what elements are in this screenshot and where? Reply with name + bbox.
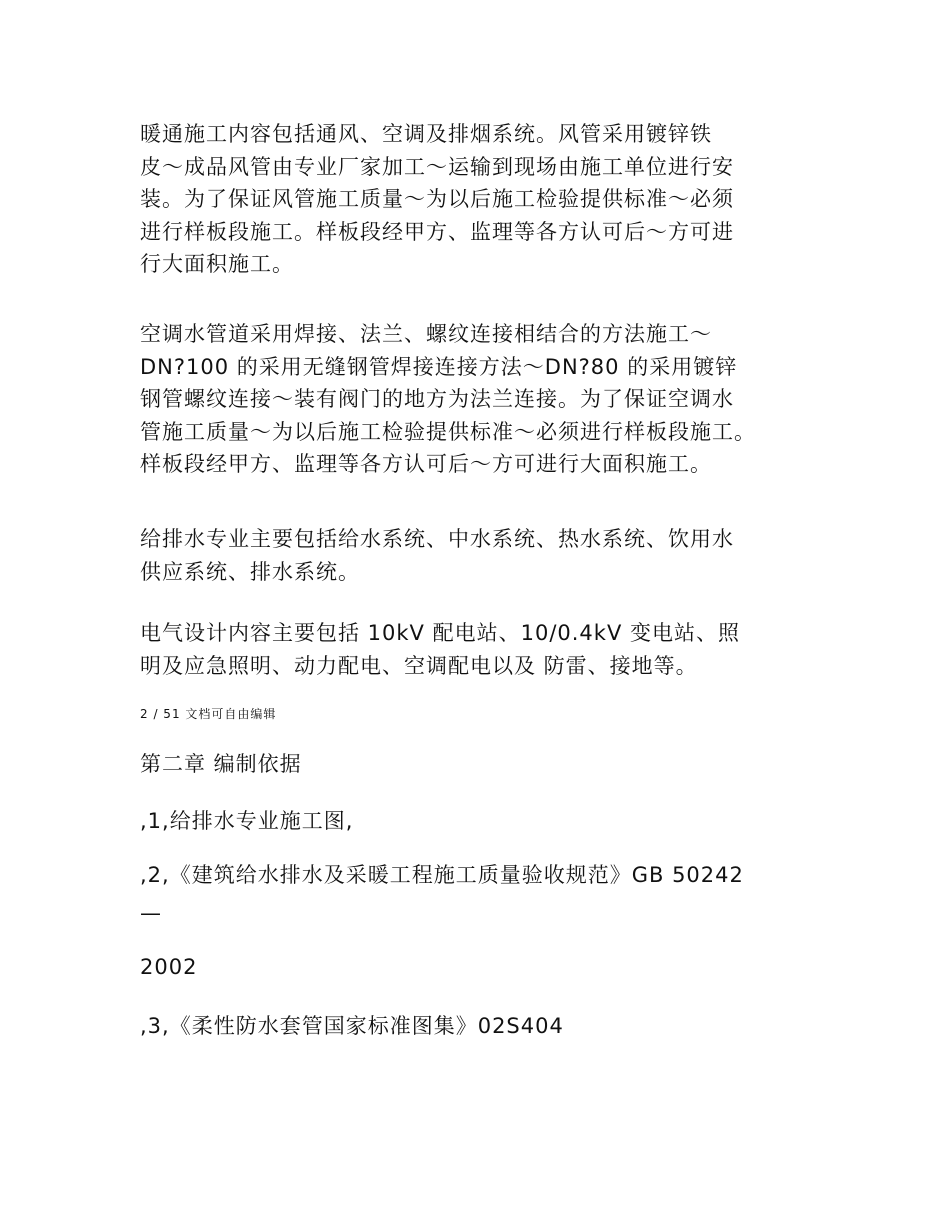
paragraph-line: 明及应急照明、动力配电、空调配电以及 防雷、接地等。 [140, 653, 698, 678]
paragraph-hvac [140, 118, 820, 281]
reference-item: ,1,给排水专业施工图, [140, 809, 354, 833]
chapter-title: 第二章 编制依据 [140, 752, 302, 776]
paragraph-ac-water-pipe [140, 318, 820, 481]
reference-item-continuation: 2002 [140, 955, 198, 979]
reference-item: ,3,《柔性防水套管国家标准图集》02S404 [140, 1014, 564, 1038]
paragraph-line: 暖通施工内容包括通风、空调及排烟系统。风管采用镀锌铁 [140, 122, 712, 146]
reference-item-continuation: — [140, 901, 162, 925]
paragraph-line: 钢管螺纹连接～装有阀门的地方为法兰连接。为了保证空调水 [140, 387, 734, 411]
paragraph-line: 电气设计内容主要包括 10kV 配电站、10/0.4kV 变电站、照 [140, 621, 740, 645]
paragraph-plumbing [140, 523, 820, 588]
paragraph-line: 行大面积施工。 [140, 252, 294, 276]
paragraph-line: 进行样板段施工。样板段经甲方、监理等各方认可后～方可进 [140, 219, 734, 244]
paragraph-line: 供应系统、排水系统。 [140, 559, 360, 584]
page-footer: 2 / 51 文档可自由编辑 [140, 707, 277, 721]
paragraph-line: 装。为了保证风管施工质量～为以后施工检验提供标准～必须 [140, 187, 734, 211]
paragraph-line: 管施工质量～为以后施工检验提供标准～必须进行样板段施工。 [140, 419, 756, 444]
paragraph-line: 空调水管道采用焊接、法兰、螺纹连接相结合的方法施工～ [140, 322, 712, 346]
paragraph-electrical [140, 617, 820, 682]
reference-item: ,2,《建筑给水排水及采暖工程施工质量验收规范》GB 50242 [140, 863, 744, 887]
paragraph-line: 给排水专业主要包括给水系统、中水系统、热水系统、饮用水 [140, 527, 734, 551]
paragraph-line: 皮～成品风管由专业厂家加工～运输到现场由施工单位进行安 [140, 154, 734, 179]
paragraph-line: 样板段经甲方、监理等各方认可后～方可进行大面积施工。 [140, 452, 712, 476]
paragraph-line: DN?100 的采用无缝钢管焊接连接方法～DN?80 的采用镀锌 [140, 354, 738, 379]
